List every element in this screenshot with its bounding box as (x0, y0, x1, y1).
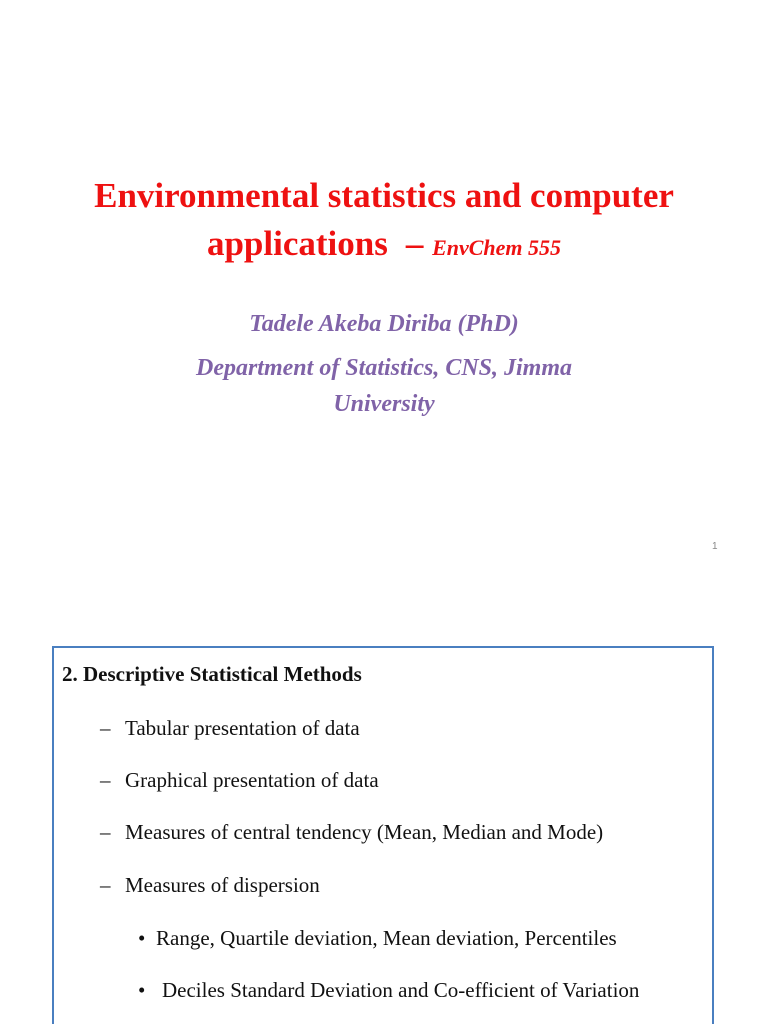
list-item (100, 820, 603, 845)
author-name: Tadele Akeba Diriba (PhD) (249, 311, 519, 337)
sub-list-item-text: Range, Quartile deviation, Mean deviation, Percentiles (156, 926, 617, 950)
title-line-1: Environmental statistics and computer (94, 176, 674, 215)
sub-list-item-text: Deciles Standard Deviation and Co-efficient of Variation (162, 978, 640, 1002)
title-dash: – (405, 224, 424, 263)
department (150, 350, 618, 422)
slide-heading: 2. Descriptive Statistical Methods (62, 662, 362, 686)
dash-mark: – (100, 820, 111, 844)
dash-mark: – (100, 873, 111, 897)
page-number: 1 (712, 541, 718, 552)
sub-list-item (138, 926, 617, 951)
list-item (100, 716, 360, 741)
bullet-mark: • (138, 926, 146, 950)
sub-list-item (138, 978, 639, 1003)
department-line-1: Department of Statistics, CNS, Jimma (195, 355, 573, 381)
list-item-text: Measures of central tendency (Mean, Median and Mode) (125, 820, 604, 844)
content-slide (52, 646, 714, 1024)
title-line-2-text: applications (206, 224, 388, 263)
dash-mark: – (100, 768, 111, 792)
course-code: EnvChem 555 (432, 235, 562, 260)
department-line-2: University (333, 391, 435, 417)
list-item (100, 768, 379, 793)
list-item (100, 873, 320, 898)
list-item-text: Graphical presentation of data (125, 768, 379, 792)
list-item-text: Tabular presentation of data (125, 716, 360, 740)
slide-title (20, 172, 748, 272)
list-item-text: Measures of dispersion (125, 873, 320, 897)
dash-mark: – (100, 716, 111, 740)
title-line-2 (20, 220, 748, 272)
bullet-mark: • (138, 978, 146, 1002)
